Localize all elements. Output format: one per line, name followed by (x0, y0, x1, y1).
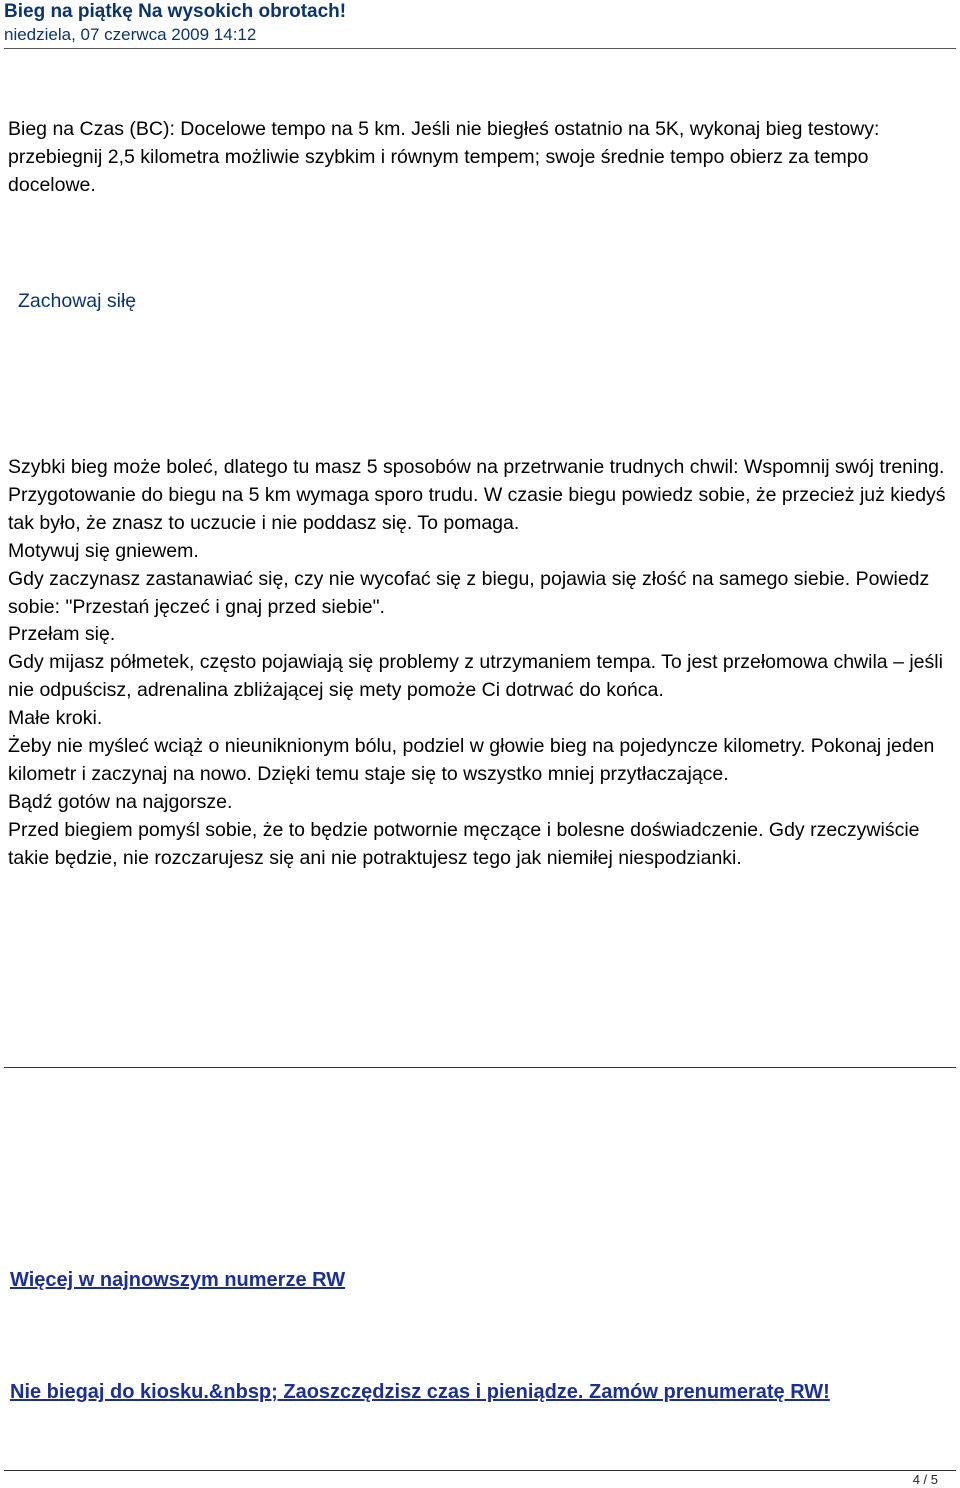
body-paragraph: Żeby nie myśleć wciąż o nieuniknionym bólu, podziel w głowie bieg na pojedyncze kilometry. Pokonaj jeden kilometr i zaczynaj na nowo. Dzięki temu staje się to wszystko mniej przytłaczające. (8, 735, 935, 785)
body-paragraph: Przed biegiem pomyśl sobie, że to będzie potwornie męczące i bolesne doświadczenie. Gdy rzeczywiście takie będzie, nie rozczarujesz się ani nie potraktujesz tego jak niemiłej niespodzianki. (8, 818, 920, 869)
article-body (8, 454, 953, 873)
body-paragraph: Przygotowanie do biegu na 5 km wymaga sporo trudu. W czasie biegu powiedz sobie, że przecież już kiedyś tak było, że znasz to uczucie i nie poddasz się. To pomaga. (8, 483, 946, 534)
subscribe-link[interactable]: Nie biegaj do kiosku.&nbsp; Zaoszczędzisz czas i pieniądze. Zamów prenumeratę RW! (10, 1381, 830, 1403)
body-paragraph: Gdy zaczynasz zastanawiać się, czy nie wycofać się z biegu, pojawia się złość na samego siebie. Powiedz sobie: "Przestań jęczeć i gnaj przed siebie". (8, 567, 930, 618)
content-divider (4, 1067, 956, 1068)
article-title: Bieg na piątkę Na wysokich obrotach! (4, 1, 347, 22)
tip-heading: Bądź gotów na najgorsze. (8, 790, 233, 813)
tip-heading: Motywuj się gniewem. (8, 539, 199, 562)
footer-divider (4, 1470, 956, 1471)
tip-heading: Przełam się. (8, 623, 116, 646)
intro-paragraph: Bieg na Czas (BC): Docelowe tempo na 5 km. Jeśli nie biegłeś ostatnio na 5K, wykonaj bieg testowy: przebiegnij 2,5 kilometra możliwie szybkim i równym tempem; swoje średnie tempo obierz za tempo docelowe. (8, 118, 880, 196)
section-heading: Zachowaj siłę (18, 290, 137, 312)
body-paragraph: Szybki bieg może boleć, dlatego tu masz 5 sposobów na przetrwanie trudnych chwil: Wspomnij swój trening. (8, 456, 945, 478)
tip-heading: Małe kroki. (8, 707, 103, 730)
document-header (4, 0, 346, 46)
header-divider (4, 48, 956, 49)
page-number: 4 / 5 (912, 1472, 938, 1487)
body-paragraph: Gdy mijasz półmetek, często pojawiają się problemy z utrzymaniem tempa. To jest przełomowa chwila – jeśli nie odpuścisz, adrenalina zbliżającej się mety pomoże Ci dotrwać do końca. (8, 651, 943, 702)
article-date: niedziela, 07 czerwca 2009 14:12 (4, 25, 257, 44)
more-in-latest-issue-link[interactable]: Więcej w najnowszym numerze RW (10, 1269, 346, 1291)
